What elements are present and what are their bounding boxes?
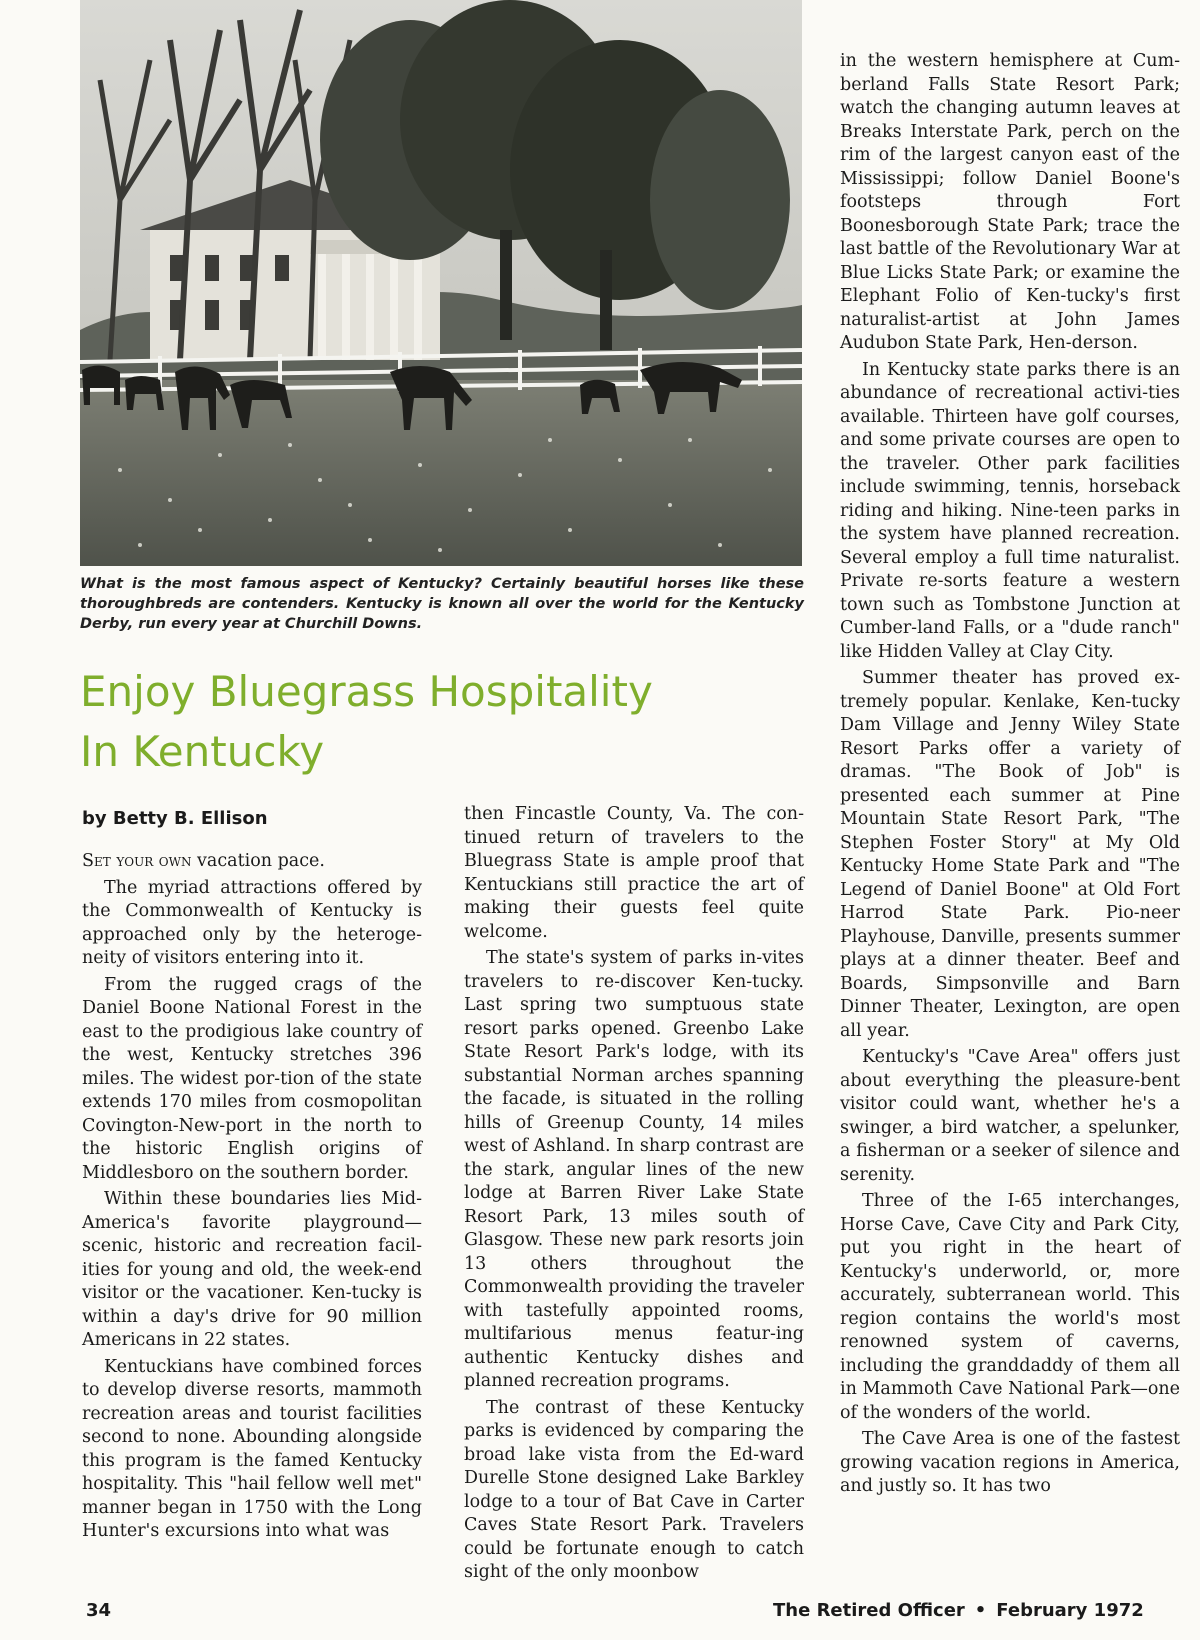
lead-paragraph <box>82 850 422 874</box>
publication-name: The Retired Officer <box>773 1600 965 1621</box>
article-title <box>80 662 780 782</box>
page-number: 34 <box>86 1600 112 1621</box>
title-line-2: In Kentucky <box>80 727 325 776</box>
lead-rest: vacation pace. <box>191 851 325 871</box>
paragraph: in the western hemisphere at Cum-berland Falls State Resort Park; watch the changing autumn leaves at Breaks Interstate Park, perch on the rim of the largest canyon east of the Mississippi; follow Daniel Boone's footsteps through Fort Boonesborough State Park; trace the last battle of the Revolutionary War at Blue Licks State Park; or examine the Elephant Folio of Ken-tucky's first naturalist-artist at John James Audubon State Park, Hen-derson. <box>840 51 1180 353</box>
horse-farm-photo <box>80 0 802 566</box>
publication-footer <box>773 1600 1144 1621</box>
paragraph: Kentuckians have combined forces to develop diverse resorts, mammoth recreation areas and tourist facilities second to none. Abounding alongside this program is the famed Kentucky hospitality. This "hail fellow well met" manner began in 1750 with the Long Hunter's excursions into what was <box>82 1356 422 1541</box>
issue-date: February 1972 <box>996 1600 1144 1621</box>
paragraph: Kentucky's "Cave Area" offers just about everything the pleasure-bent visitor could want, whether he's a swinger, a bird watcher, a spelunker, a fisherman or a seeker of silence and serenity. <box>840 1047 1180 1185</box>
paragraph: From the rugged crags of the Daniel Boone National Forest in the east to the prodigious lake country of the west, Kentucky stretches 396 miles. The widest por-tion of the state extends 170 miles from cosmopolitan Covington-New-port in the north to the historic English origins of Middlesboro on the southern border. <box>82 974 422 1183</box>
paragraph: Within these boundaries lies Mid-America's favorite playground—scenic, historic and recreation facil-ities for young and old, the week-end visitor or the vacationer. Ken-tucky is within a day's drive for 90 million Americans in 22 states. <box>82 1189 422 1350</box>
byline: by Betty B. Ellison <box>82 808 268 829</box>
paragraph: The Cave Area is one of the fastest growing vacation regions in America, and justly so. It has two <box>840 1429 1180 1496</box>
paragraph: The myriad attractions offered by the Commonwealth of Kentucky is approached only by the heteroge-neity of visitors entering into it. <box>82 877 422 968</box>
bullet-separator: • <box>974 1600 987 1621</box>
article-column-2 <box>464 803 804 1588</box>
article-column-3 <box>840 50 1180 1502</box>
paragraph: Three of the I-65 interchanges, Horse Cave, Cave City and Park City, put you right in the heart of Kentucky's underworld, or, more accurately, subterranean world. This region contains the world's most renowned system of caverns, including the granddaddy of them all in Mammoth Cave National Park—one of the wonders of the world. <box>840 1191 1180 1423</box>
paragraph: The state's system of parks in-vites travelers to re-discover Ken-tucky. Last spring two sumptuous state resort parks opened. Greenbo Lake State Resort Park's lodge, with its substantial Norman arches spanning the facade, is situated in the rolling hills of Greenup County, 14 miles west of Ashland. In sharp contrast are the stark, angular lines of the new lodge at Barren River Lake State Resort Park, 13 miles south of Glasgow. These new park resorts join 13 others throughout the Commonwealth providing the traveler with tastefully appointed rooms, multifarious menus featur-ing authentic Kentucky dishes and planned recreation programs. <box>464 948 804 1391</box>
title-line-1: Enjoy Bluegrass Hospitality <box>80 667 653 716</box>
paragraph: Summer theater has proved ex-tremely popular. Kenlake, Ken-tucky Dam Village and Jenny Wiley State Resort Parks offer a variety of dramas. "The Book of Job" is presented each summer at Pine Mountain State Resort Park, "The Stephen Foster Story" at My Old Kentucky Home State Park and "The Legend of Daniel Boone" at Old Fort Harrod State Park. Pio-neer Playhouse, Danville, presents summer plays at a dinner theater. Beef and Boards, Simpsonville and Barn Dinner Theater, Lexington, are open all year. <box>840 668 1180 1041</box>
article-column-1 <box>82 850 422 1547</box>
photo-caption: What is the most famous aspect of Kentucky? Certainly beautiful horses like these thoroughbreds are contenders. Kentucky is known all over the world for the Kentucky Derby, run every year at Churchill Downs. <box>80 576 804 632</box>
paragraph: In Kentucky state parks there is an abundance of recreational activi-ties available. Thirteen have golf courses, and some private courses are open to the traveler. Other park facilities include swimming, tennis, horseback riding and hiking. Nine-teen parks in the system have planned recreation. Several employ a full time naturalist. Private re-sorts feature a western town such as Tombstone Junction at Cumber-land Falls, or a "dude ranch" like Hidden Valley at Clay City. <box>840 359 1180 662</box>
lead-small-caps: Set your own <box>82 851 192 871</box>
paragraph: The contrast of these Kentucky parks is evidenced by comparing the broad lake vista from the Ed-ward Durelle Stone designed Lake Barkley lodge to a tour of Bat Cave in Carter Caves State Resort Park. Travelers could be fortunate enough to catch sight of the only moonbow <box>464 1397 804 1582</box>
photo-illustration <box>80 0 802 566</box>
paragraph: then Fincastle County, Va. The con-tinued return of travelers to the Bluegrass State is ample proof that Kentuckians still practice the art of making their guests feel quite welcome. <box>464 804 804 942</box>
